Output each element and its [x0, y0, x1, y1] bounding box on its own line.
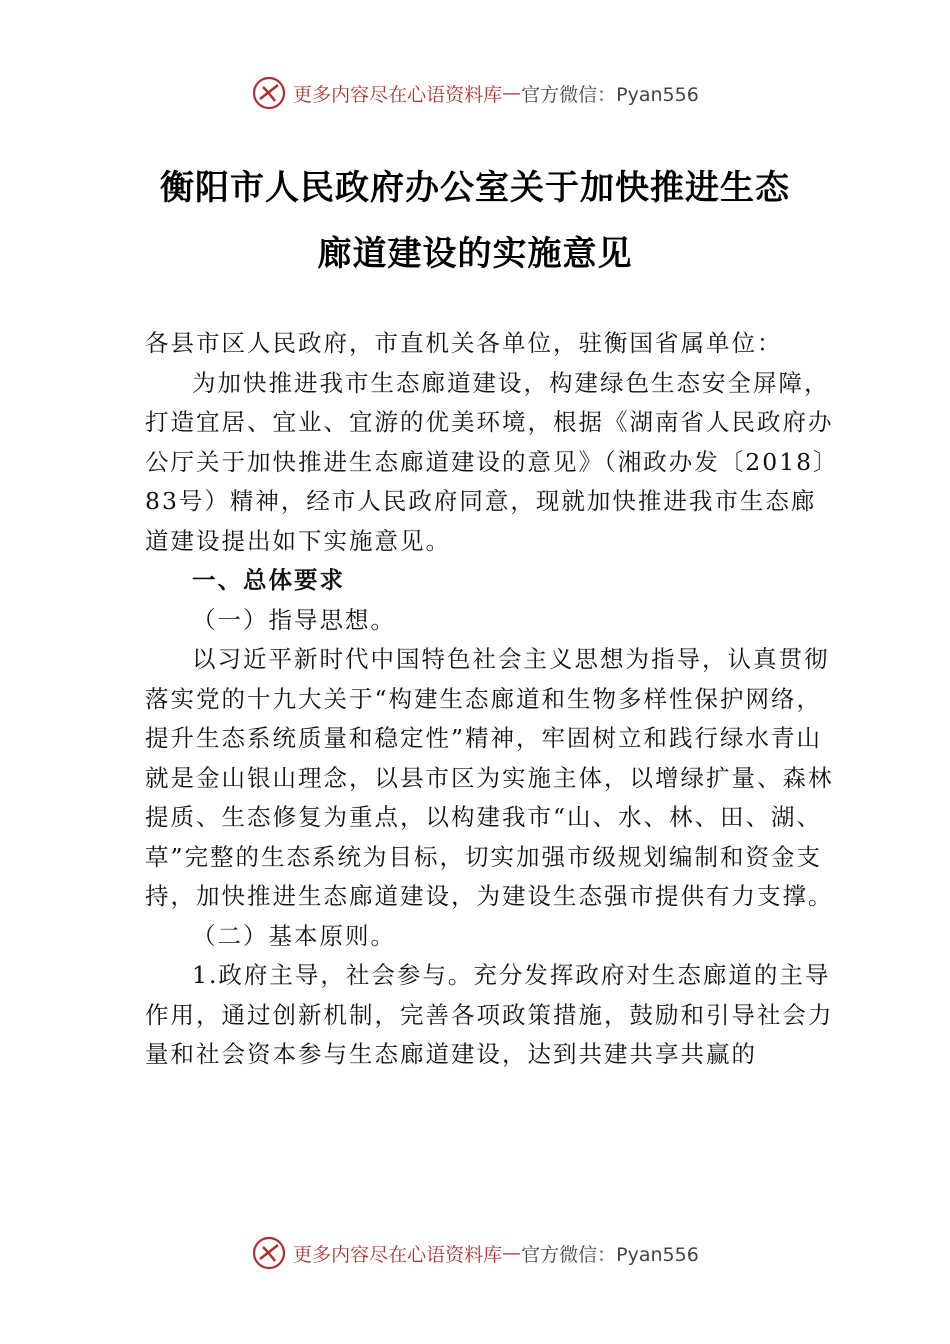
section-heading: 一、总体要求: [192, 566, 345, 594]
guiding-ideology-paragraph: 以习近平新时代中国特色社会主义思想为指导，认真贯彻落实党的十九大关于“构建生态廊道和生物多样性保护网络，提升生态系统质量和稳定性”精神，牢固树立和践行绿水青山就是金山银山理念，以县市区为实施主体，以增绿扩量、森林提质、生态修复为重点，以构建我市“山、水、林、田、湖、草”完整的生态系统为目标，切实加强市级规划编制和资金支持，加快推进生态廊道建设，为建设生态强市提供有力支撑。: [145, 645, 834, 910]
watermark-text: 更多内容尽在心语资料库: [293, 1243, 503, 1266]
intro-paragraph: 为加快推进我市生态廊道建设，构建绿色生态安全屏障，打造宜居、宜业、宜游的优美环境，根据《湖南省人民政府办公厅关于加快推进生态廊道建设的意见》（湘政办发〔2018〕83号）精神，经市人民政府同意，现就加快推进我市生态廊道建设提出如下实施意见。: [145, 368, 834, 555]
watermark-footer: [0, 1233, 950, 1273]
watermark-contact: 官方微信：Pyan556: [521, 1243, 699, 1266]
watermark-contact: 官方微信：Pyan556: [521, 83, 699, 106]
document-title-line1: 衡阳市人民政府办公室关于加快推进生态: [160, 168, 790, 208]
subsection-heading: （二）基本原则。: [192, 921, 396, 950]
stamp-logo-icon: [251, 75, 287, 111]
watermark-separator: —: [502, 82, 522, 104]
watermark-header: [0, 73, 950, 113]
document-title-line2: 廊道建设的实施意见: [317, 234, 633, 274]
watermark-separator: —: [502, 1242, 522, 1264]
stamp-logo-icon: [251, 1235, 287, 1271]
principle-paragraph: 1.政府主导，社会参与。充分发挥政府对生态廊道的主导作用，通过创新机制，完善各项政策措施，鼓励和引导社会力量和社会资本参与生态廊道建设，达到共建共享共赢的: [145, 961, 834, 1068]
watermark-text: 更多内容尽在心语资料库: [293, 83, 503, 106]
subsection-heading: （一）指导思想。: [192, 605, 396, 634]
salutation: 各县市区人民政府，市直机关各单位，驻衡国省属单位：: [145, 329, 783, 357]
document-body: [145, 324, 835, 1075]
